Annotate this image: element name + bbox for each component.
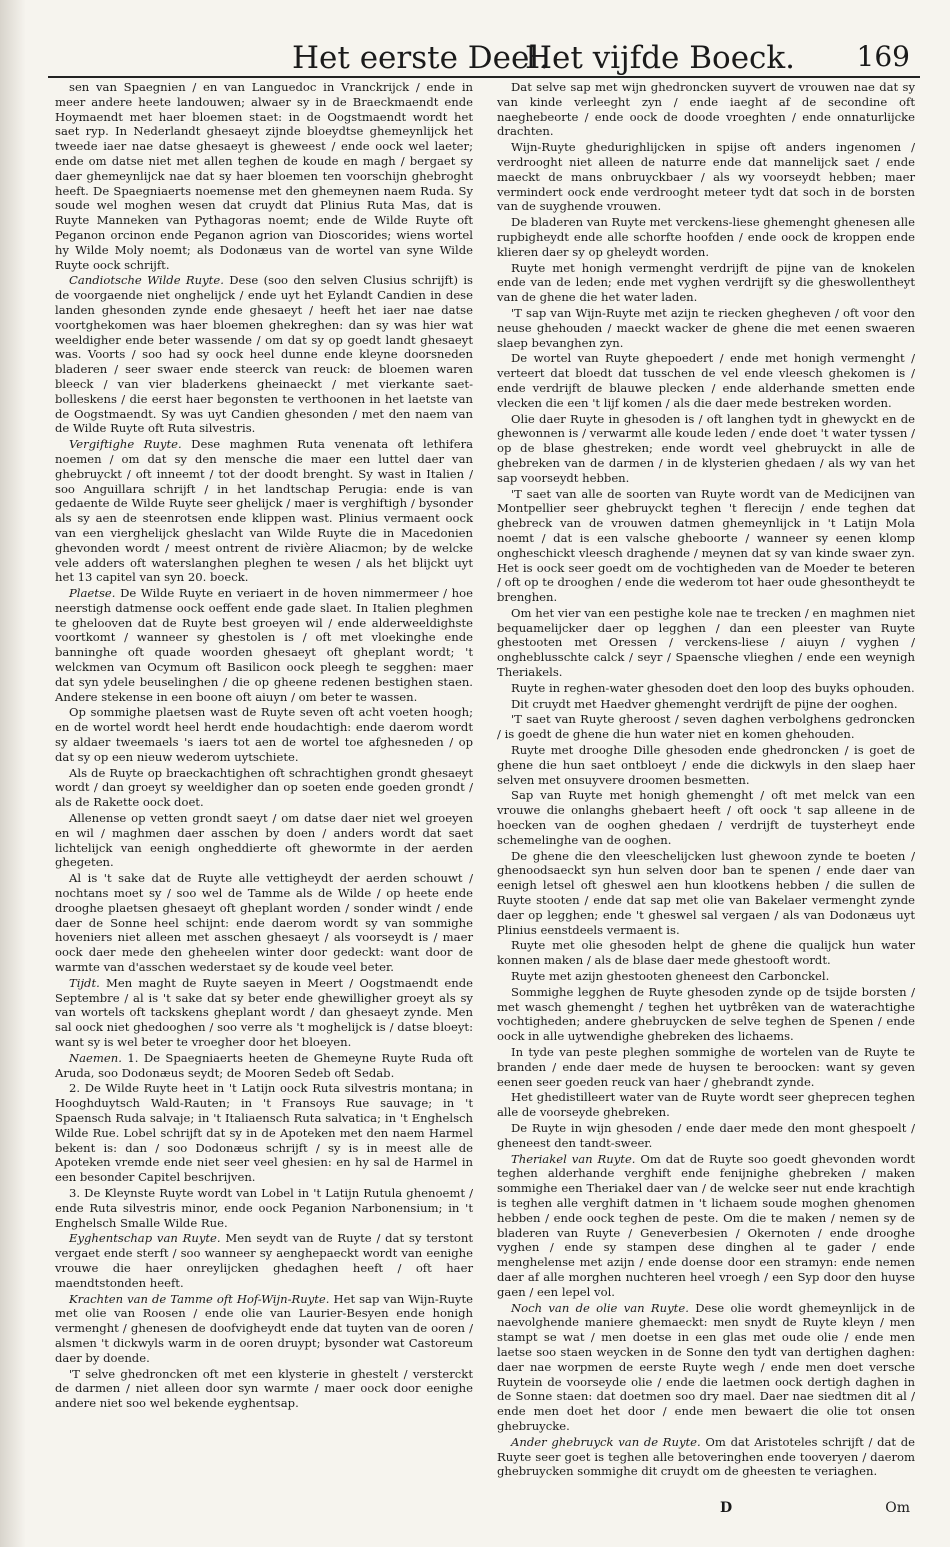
marginal-lead: Theriakel van Ruyte.	[511, 1151, 636, 1166]
marginal-lead: Noch van de olie van Ruyte.	[511, 1300, 689, 1315]
paragraph	[55, 1186, 473, 1230]
paragraph	[497, 849, 915, 938]
paragraph-text: De Wilde Ruyte en veriaert in de hoven nimmermeer / hoe neerstigh datmense oock oeffent ende gade slaet. In Italien pleghmen te ghelooven dat de Ruyte best groeyen wil / ende alderweeldighste voortkomt / wanneer sy ghestolen is / oft met vloekinghe ende banninghe oft quade woorden ghesaeyt oft gheplant wordt; 't welckmen van Ocymum oft Basilicon oock pleegh te segghen: maer dat syn ydele beuselinghen / die op gheene redenen bestighen staen. Andere stekense in een boone oft aiuyn / om beter te wassen.	[55, 586, 473, 704]
paragraph	[497, 1435, 915, 1479]
paragraph-text: sen van Spaegnien / en van Languedoc in Vranckrijck / ende in meer andere heete landouwen; alwaer sy in de Braeckmaendt ende Hoymaendt met haer bloemen staet: in de Oogstmaendt wordt het saet ryp. In Nederlandt ghesaeyt zijnde bloeydtse ghemeynlijck het tweede iaer nae datse ghesaeyt is gheweest / ende oock wel laeter; ende om datse niet met allen teghen de koude en magh / bergaet sy daer ghemeynlijck nae dat sy haer bloemen ten voorschijn ghebroght heeft. De Spaegniaerts noemense met den ghemeynen naem Ruda. Sy soude wel moghen wesen dat cruydt dat Plinius Ruta Mas, dat is Ruyte Manneken van Pythagoras noemt; ende de Wilde Ruyte oft Peganon orcinon ende Peganon agrion van Dioscorides; wiens wortel hy Wilde Moly noemt; als Dodonæus van de wortel van syne Wilde Ruyte oock schrijft.	[55, 80, 473, 272]
paragraph-text: Ruyte met azijn ghestooten gheneest den Carbonckel.	[511, 969, 830, 984]
paragraph-text: Sommighe legghen de Ruyte ghesoden zynde op de tsijde borsten / met wasch ghemenght / teghen het uytbrêken van de waterachtighe vochtigheden; andere ghebruycken de selve teghen de Spenen / ende oock in alle uytwendighe ghebreken des lichaems.	[497, 984, 915, 1044]
paragraph	[55, 1367, 473, 1411]
paragraph	[497, 697, 915, 712]
paragraph-text: De Ruyte in wijn ghesoden / ende daer mede den mont ghespoelt / gheneest den tandt-sweer.	[497, 1120, 915, 1150]
signature-mark: D	[720, 1500, 733, 1516]
paragraph	[497, 985, 915, 1044]
paragraph	[497, 606, 915, 680]
paragraph-text: Als de Ruyte op braeckachtighen oft schrachtighen grondt ghesaeyt wordt / dan groeyt sy weeldigher dan op soeten ende goeden grondt / als de Rakette oock doet.	[55, 765, 473, 810]
header-rule	[48, 76, 920, 78]
paragraph	[497, 351, 915, 410]
paragraph	[55, 80, 473, 272]
paragraph	[55, 1051, 473, 1081]
paragraph-text: 2. De Wilde Ruyte heet in 't Latijn oock Ruta silvestris montana; in Hooghduytsch Wald-Rauten; in 't Fransoys Rue sauvage; in 't Spaensch Ruda salvaje; in 't Italiaensch Ruta salvatica; in 't Enghelsch Wilde Rue. Lobel schrijft dat sy in de Apoteken met den naem Harmel bekent is: dan / soo Dodonæus schrijft / sy is in meest alle de Apoteken vremde ende niet seer veel ghesien: en hy sal de Harmel in een besonder Capitel beschrijven.	[55, 1081, 473, 1185]
paragraph	[497, 1301, 915, 1434]
paragraph	[55, 766, 473, 810]
paragraph	[55, 871, 473, 975]
paragraph-text: Wijn-Ruyte ghedurighlijcken in spijse oft anders ingenomen / verdrooght niet alleen de naturre ende dat mannelijck saet / ende maeckt de mans onbruyckbaer / als wy voorseydt hebben; maer vermindert oock ende verdrooght meteer tydt dat soch in de borsten van de suyghende vrouwen.	[497, 140, 915, 214]
paragraph-text: Ruyte met drooghe Dille ghesoden ende ghedroncken / is goet de ghene die hun saet ontbloeyt / ende die dickwyls in den slaep haer selven met onsuyvere drоomen besmetten.	[497, 743, 915, 787]
marginal-lead: Tijdt.	[69, 975, 100, 990]
paragraph	[497, 1090, 915, 1120]
paragraph	[55, 437, 473, 585]
paragraph-text: Om dat de Ruyte soo goedt ghevonden wordt teghen alderhande verghift ende fenijnighe ghebreken / maken sommighe een Theriakel daer van / de welcke seer nut ende krachtigh is teghen alle verghift datmen in 't lichaem soude moghen ghenomen hebben / ende oock teghen de peste. Om die te maken / nemen sy de bladeren van Ruyte / Geneverbesien / Okernoten / ende drooghe vyghen / ende sy stampen dese dinghen al te gader / ende menghelense met azijn / ende doense door een stramyn: ende nemen daer af alle morghen nuchteren heel vroegh / een Syp door den huyse gaen / een lepel vol.	[497, 1151, 915, 1299]
paragraph-text: De wortel van Ruyte ghepoedert / ende met honigh vermenght / verteert dat bloedt dat tusschen de vel ende vleesch ghekomen is / ende verdrijft de blauwe plecken / ende alderhande smetten ende vlecken die een 't lijf komen / als die daer mede bestreken worden.	[497, 351, 915, 410]
marginal-lead: Eyghentschap van Ruyte.	[69, 1231, 221, 1246]
marginal-lead: Vergiftighe Ruyte.	[69, 437, 182, 452]
paragraph	[497, 681, 915, 696]
paragraph	[497, 306, 915, 350]
paragraph-text: Het sap van Wijn-Ruyte met olie van Roosen / ende olie van Laurier-Besyen ende honigh vermenght / ghenesen de doofvigheydt ende dat tuyten van de ooren / alsmen 't dickwyls warm in de ooren druypt; bysonder wat Castoreum daer by doende.	[55, 1291, 474, 1365]
right-column	[497, 80, 916, 1479]
paragraph-text: De ghene die den vleeschelijcken lust ghewoon zynde te boeten / ghenoodsaeckt syn hun selven door ban te spenen / ende daer van eenigh letsel oft gheswel aen hun klootkens hebben / die sullen de Ruyte stooten / ende dat sap met olie van Bakelaer vermenght zynde daer op legghen; ende 't gheswel sal vergaen / als van Dodonæus uyt Plinius eenstdeels vermaent is.	[497, 848, 915, 937]
paragraph-text: Het ghedistilleert water van de Ruyte wordt seer gheprесen teghen alle de voorseyde ghebreken.	[497, 1090, 915, 1120]
paragraph-text: In tyde van peste pleghen sommighe de wortelen van de Ruyte te branden / ende daer mede de huysen te beroocken: want sy geven eenen seer goeden reuck van haer / ghebrandt zynde.	[497, 1045, 915, 1089]
paragraph-text: Ruyte in reghen-water ghesoden doet den loop des buyks ophouden.	[511, 680, 915, 695]
paragraph-text: Men maght de Ruyte saeyen in Meert / Oogstmaendt ende Septembre / al is 't sake dat sy beter ende ghewilligher groeyt als sy van wortels oft tackskens gheplant wordt / dan ghesaeyt zynde. Men sal oock niet ghedooghen / soo verre als 't moghelijck is / datse bloeyt: want sy is wel beter te vroegher door het bloeyen.	[55, 975, 473, 1049]
paragraph-text: 'T selve ghedroncken oft met een klysterie in ghestelt / versterckt de darmen / niet alleen door syn warmte / maer oock door eenighe andere niet soo wel bekende eyghentsap.	[55, 1366, 473, 1411]
paragraph	[497, 969, 915, 984]
paragraph	[55, 811, 473, 870]
paragraph-text: 'T saet van Ruyte gheroost / seven daghen verbolghens gedroncken / is goedt de ghene die hun water niet en komen ghehouden.	[497, 712, 915, 742]
paragraph-text: Dese (soo den selven Clusius schrijft) is de voorgaende niet onghelijck / ende uyt het Eylandt Candien in dese landen ghesonden zynde ende ghesaeyt / heeft het iaer nae datse voortghekomen was haer bloemen ghekreghen: dan sy was hier wat weeldigher ende beter wassende / om dat sy op goedt landt ghesaeyt was. Voorts / soo had sy oock heel dunne ende kleyne doorsneden bladeren / seer swaer ende steerck van reuck: de bloemen waren bleeck / van vier bladerkens gheinaeckt / met vierkante saet-bolleskens / die eerst haer begonsten te verthoonen in het laetste van de Oogstmaendt. Sy was uyt Candien ghesonden / met den naem van de Wilde Ruyte oft Ruta silvestris.	[55, 273, 474, 436]
paragraph-text: 'T sap van Wijn-Ruyte met azijn te riecken ghegheven / oft voor den neuse ghehouden / maeckt wacker de ghene die met eenen swaeren slaep bevanghen zyn.	[497, 305, 915, 350]
paragraph-text: 1. De Spaegniaerts heeten de Ghemeyne Ruyte Ruda oft Aruda, soo Dodonæus seydt; de Mooren Sedeb oft Sedab.	[55, 1050, 474, 1080]
paragraph-text: Olie daer Ruyte in ghesoden is / oft langhen tydt in ghewyckt en de ghewonnen is / verwarmt alle koude leden / ende doet 't water tyssen / op de blase ghestreken; ende wordt veel ghebruyckt in alle de ghebreken van de darmen / in de klysterien ghedaen / als wy van het sap voorseydt hebben.	[497, 411, 915, 485]
page-number: 169	[856, 40, 910, 73]
paragraph	[55, 1231, 473, 1290]
paragraph	[497, 215, 915, 259]
marginal-lead: Candiotsche Wilde Ruyte.	[69, 273, 224, 288]
paragraph-text: Al is 't sake dat de Ruyte alle vettigheydt der aerden schouwt / nochtans moet sy / soo wel de Tamme als de Wilde / op heete ende drooghe plaetsen ghesaeyt oft gheplant worden / sonder windt / ende daer de Sonne heel schijnt: ende daerom wordt sy van sommighe hoveniers niet alleen met asschen ghesaeyt / als voorseydt is / maer oock daer mede den gheheelen winter door gedeckt: want door de warmte van d'asschen wederstaet sy de koude veel beter.	[55, 871, 473, 975]
paragraph-text: Om het vier van een pestighe kole nae te trecken / en maghmen niet bequamelijcker daer op legghen / dan een pleester van Ruyte ghestooten met Oressen / verckens-liese / aiuyn / vyghen / ongheblusschte calck / seyr / Spaensche vlieghen / ende een weynigh Theriakels.	[497, 605, 915, 680]
catchword: Om	[885, 1500, 910, 1516]
paragraph-text: 3. De Kleynste Ruyte wordt van Lobel in 't Latijn Rutula ghenoemt / ende Ruta silvestris minor, ende oock Peganion Narbonensium; in 't Enghelsch Smalle Wilde Rue.	[55, 1185, 473, 1230]
paragraph-text: 'T saet van alle de soorten van Ruyte wordt van de Medicijnen van Montpellier seer ghebruyckt teghen 't flerecijn / ende teghen dat ghebreck van de vrouwen datmen ghemeynlijck in 't Latijn Mola noemt / dat is een valsche gheboorte / wanneer sy eenen klomp ongheschickt vleesch draghende / meynen dat sy van kinde swaer zyn. Het is oock seer goedt om de vochtigheden van de Moeder te beteren / oft op te drooghen / ende die wederom tot haer oude ghesontheydt te brenghen.	[497, 486, 915, 605]
paragraph-text: Sap van Ruyte met honigh ghemenght / oft met melck van een vrouwe die onlanghs ghebaert heeft / oft oock 't sap alleene in de hoecken van de ooghen ghedaen / verdrijft de tuysterheyt ende schemelinghe van de ooghen.	[497, 788, 915, 847]
paragraph-text: Ruyte met honigh vermenght verdrijft de pijne van de knokelen ende van de leden; ende met vyghen verdrijft sy die ghеswollentheyt van de ghene die het water laden.	[497, 260, 915, 305]
paragraph-text: Dese olie wordt ghemeynlijck in de naevolghende maniere ghemaeckt: men snydt de Ruyte kleyn / men stampt se wat / men doetse in een glas met oude olie / ende men laetse soo staen weycken in de Sonne den tydt van dertighen daghen: daer nae worpmen de eerste Ruyte wegh / ende men doet versche Ruytein de voorseyde olie / ende die laetmen oock dertigh daghen in de Sonne staen: dat doetmen soo dry mael. Daer nae siedtmen dit al / ende men doet het door / ende men bewaert die olie tot onsen ghebruycke.	[497, 1300, 915, 1433]
left-column	[55, 80, 473, 1440]
paragraph-text: Op sommighe plaetsen wast de Ruyte seven oft acht voeten hoogh; en de wortel wordt heel herdt ende houdachtigh: ende daerom wordt sy aldaer tweemaels 's iaers tot aen de wortel toe afghesneden / op dat sy op een nieuw wederom uytschiete.	[55, 705, 473, 764]
marginal-lead: Ander ghebruyck van de Ruyte.	[511, 1434, 701, 1449]
paragraph	[497, 487, 915, 605]
paragraph-text: Allenense op vetten grondt saeyt / om datse daer niet wel groeyen en wil / maghmen daer asschen by doen / anders wordt dat saet lichtelijck van eenigh ongheddierte oft ghewormte in der aerden ghegeten.	[55, 811, 473, 870]
paragraph	[497, 938, 915, 968]
paragraph	[55, 705, 473, 764]
paragraph-text: Men seydt van de Ruyte / dat sy terstont vergaet ende sterft / soo wanneer sy aenghераeckt wordt van eenighe vrouwe die haer onreylijcken ghedaghen heeft / oft haer maendtstonden heeft.	[55, 1231, 473, 1290]
paragraph-text: Dit cruydt met Haedver ghemenght verdrijft de pijne der ooghen.	[511, 696, 898, 711]
paragraph	[497, 1152, 915, 1300]
paragraph	[497, 788, 915, 847]
marginal-lead: Naemen.	[69, 1050, 122, 1065]
page-edge-shadow	[0, 0, 26, 1547]
paragraph	[497, 140, 915, 214]
header-book-title: Het vijfde Boeck.	[525, 40, 796, 76]
paragraph	[497, 261, 915, 305]
paragraph	[497, 1121, 915, 1151]
marginal-lead: Plaetse.	[69, 586, 116, 601]
running-header	[30, 40, 910, 76]
paragraph	[55, 1292, 473, 1366]
paragraph	[497, 1045, 915, 1089]
paragraph	[55, 1081, 473, 1185]
paragraph-text: Dat selve sap met wijn ghedroncken suyvert de vrouwen nae dat sy van kinde verleeght zyn / ende iaeght af de secondine oft naeghebeorte / ende oock de doode vroeghten / ende onnaturlijcke drachten.	[497, 80, 915, 139]
paragraph	[497, 412, 915, 486]
paragraph	[55, 976, 473, 1050]
paragraph	[497, 743, 915, 787]
header-part-title: Het eerste Deel.	[292, 40, 550, 76]
paragraph	[55, 586, 473, 704]
paragraph	[497, 80, 915, 139]
paragraph-text: Om dat Aristoteles schrijft / dat de Ruyte seer goet is teghen alle betoveringhen ende tooveryen / daerom ghebruycken sommighe dit cruydt om de gheesten te veriaghen.	[497, 1434, 916, 1479]
marginal-lead: Krachten van de Tamme oft Hof-Wijn-Ruyte.	[69, 1291, 330, 1306]
paragraph-text: Dese maghmen Ruta venenata oft lethifera noemen / om dat sy den mensche die maer een luttel daer van ghebruyckt / oft inneemt / tot der doodt brenght. Sy wast in Italien / soo Anguillara schrijft / in het landtschap Perugia: ende is van gedaente de Wilde Ruyte seer ghelijck / maer is verghiftigh / bysonder als sy aen de steenrotsen ende klippen wast. Plinius vermaent oock van een vierghelijck gheslacht van Wilde Ruyte die in Macedonien ghevonden wordt / meest ontrent de rivière Aliacmon; by de welcke vele adders oft waterslanghen pleghen te wesen / als het blijckt uyt het 13 capitel van syn 20. boeck.	[55, 437, 474, 585]
paragraph	[55, 273, 473, 436]
paragraph	[497, 712, 915, 742]
paragraph-text: Ruyte met olie ghesoden helpt de ghene die qualijck hun water konnen maken / als de blase daer mede ghestooft wordt.	[497, 938, 915, 968]
paragraph-text: De bladeren van Ruyte met verckens-liese ghemenght ghenesen alle rupbigheydt ende alle schorftе hoofden / ende oock de kroppen ende klieren daer sy op gheleydt worden.	[497, 215, 915, 259]
